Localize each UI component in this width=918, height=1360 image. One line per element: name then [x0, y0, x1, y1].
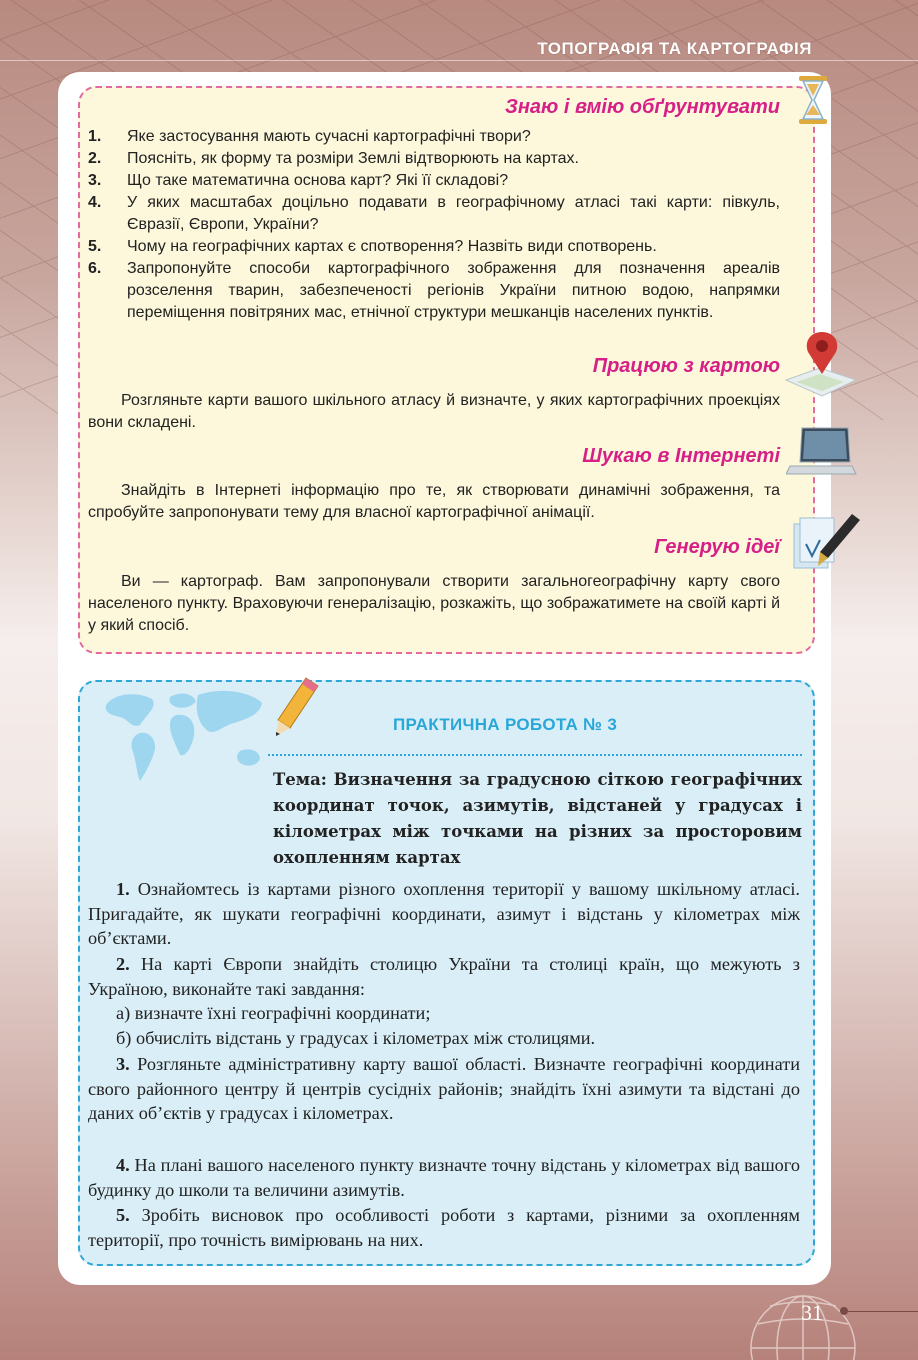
section-title-map: Працюю з картою — [592, 355, 780, 377]
practical-title: ПРАКТИЧНА РОБОТА № 3 — [393, 715, 618, 734]
question-number: 3. — [88, 172, 102, 189]
question-5 — [88, 236, 780, 258]
practical-task-4 — [88, 1153, 800, 1202]
question-6 — [88, 258, 780, 324]
question-3 — [88, 170, 780, 192]
question-text: У яких масштабах доцільно подавати в географічному атласі такі карти: півкуль, Євразії, Європи, України? — [127, 194, 780, 233]
question-text: Яке застосування мають сучасні картографічні твори? — [127, 128, 531, 145]
task-number: 5. — [116, 1205, 130, 1225]
practical-task-2a — [88, 1001, 800, 1026]
pen-icon — [792, 510, 864, 576]
question-4 — [88, 192, 780, 236]
map-task-text: Розгляньте карти вашого шкільного атласу й визначте, у яких картографічних проекціях вони складені. — [88, 392, 780, 431]
dotted-divider — [268, 754, 802, 756]
internet-task-text: Знайдіть в Інтернеті інформацію про те, як створювати динамічні зображення, та спробуйте запропонувати тему для власної картографічної анімації. — [88, 482, 780, 521]
task-number: 2. — [116, 954, 130, 974]
page-number-dot — [840, 1307, 848, 1315]
header-rule — [0, 60, 918, 61]
task-text: а) визначте їхні географічні координати; — [116, 1003, 431, 1023]
task-text: На плані вашого населеного пункту визначте точну відстань у кілометрах від вашого будинку до школи та величини азимутів. — [88, 1155, 800, 1200]
task-number: 1. — [116, 879, 130, 899]
pencil-icon — [268, 676, 320, 738]
question-1 — [88, 126, 780, 148]
ideas-task-text: Ви — картограф. Вам запропонували створити загальногеографічну карту свого населеного пункту. Враховуючи генералізацію, розкажіть, що зображатимете на своїй карті й у який спосіб. — [88, 573, 780, 634]
task-text: б) обчисліть відстань у градусах і кілометрах між столицями. — [116, 1028, 596, 1048]
question-text: Що таке математична основа карт? Які її складові? — [127, 172, 509, 189]
hourglass-icon — [796, 74, 830, 126]
question-text: Чому на географічних картах є спотворення? Назвіть види спотворень. — [127, 238, 657, 255]
practical-task-2 — [88, 952, 800, 1001]
map-pin-icon — [782, 330, 860, 402]
question-number: 2. — [88, 150, 102, 167]
running-head: ТОПОГРАФІЯ ТА КАРТОГРАФІЯ — [537, 39, 812, 58]
task-text: Зробіть висновок про особливості роботи з картами, різними за охопленням території, про точність вимірювань на них. — [88, 1205, 800, 1250]
task-number: 3. — [116, 1054, 130, 1074]
practical-task-5 — [88, 1203, 800, 1252]
question-text: Поясніть, як форму та розміри Землі відтворюють на картах. — [127, 150, 579, 167]
laptop-icon — [786, 426, 858, 478]
task-text: Ознайомтесь із картами різного охоплення території у вашому шкільному атласі. Пригадайте, як шукати географічні координати, азимут і відстань у кілометрах між об’єктами. — [88, 879, 800, 948]
practical-theme: Тема: Визначення за градусною сіткою географічних координат точок, азимутів, відстаней у градусах і кілометрах між точками на різних за просторовим охопленням картах — [273, 770, 802, 867]
task-text: На карті Європи знайдіть столицю України та столиці країн, що межують з Україною, виконайте такі завдання: — [88, 954, 800, 999]
task-text: Розгляньте адміністративну карту вашої області. Визначте географічні координати свого районного центру й центрів сусідніх районів; знайдіть їхні азимути та відстані до даних об’єктів у градусах і кілометрах. — [88, 1054, 800, 1123]
question-number: 1. — [88, 128, 102, 145]
question-number: 4. — [88, 194, 102, 211]
task-number: 4. — [116, 1155, 130, 1175]
practical-task-2b — [88, 1026, 800, 1051]
section-title-know: Знаю і вмію обґрунтувати — [505, 96, 780, 118]
page-number: 31 — [801, 1300, 823, 1325]
practical-task-1 — [88, 877, 800, 951]
question-number: 6. — [88, 260, 102, 277]
section-title-internet: Шукаю в Інтернеті — [582, 445, 780, 467]
question-number: 5. — [88, 238, 102, 255]
question-2 — [88, 148, 780, 170]
world-map-icon — [100, 685, 270, 785]
page-number-rule — [845, 1311, 918, 1312]
practical-task-3 — [88, 1052, 800, 1126]
question-text: Запропонуйте способи картографічного зображення для позначення ареалів розселення тварин, забезпеченості регіонів України питною водою, напрямки переміщення повітряних мас, етнічної структури мешканців населених пунктів. — [127, 260, 780, 321]
section-title-ideas: Генерую ідеї — [654, 536, 780, 558]
